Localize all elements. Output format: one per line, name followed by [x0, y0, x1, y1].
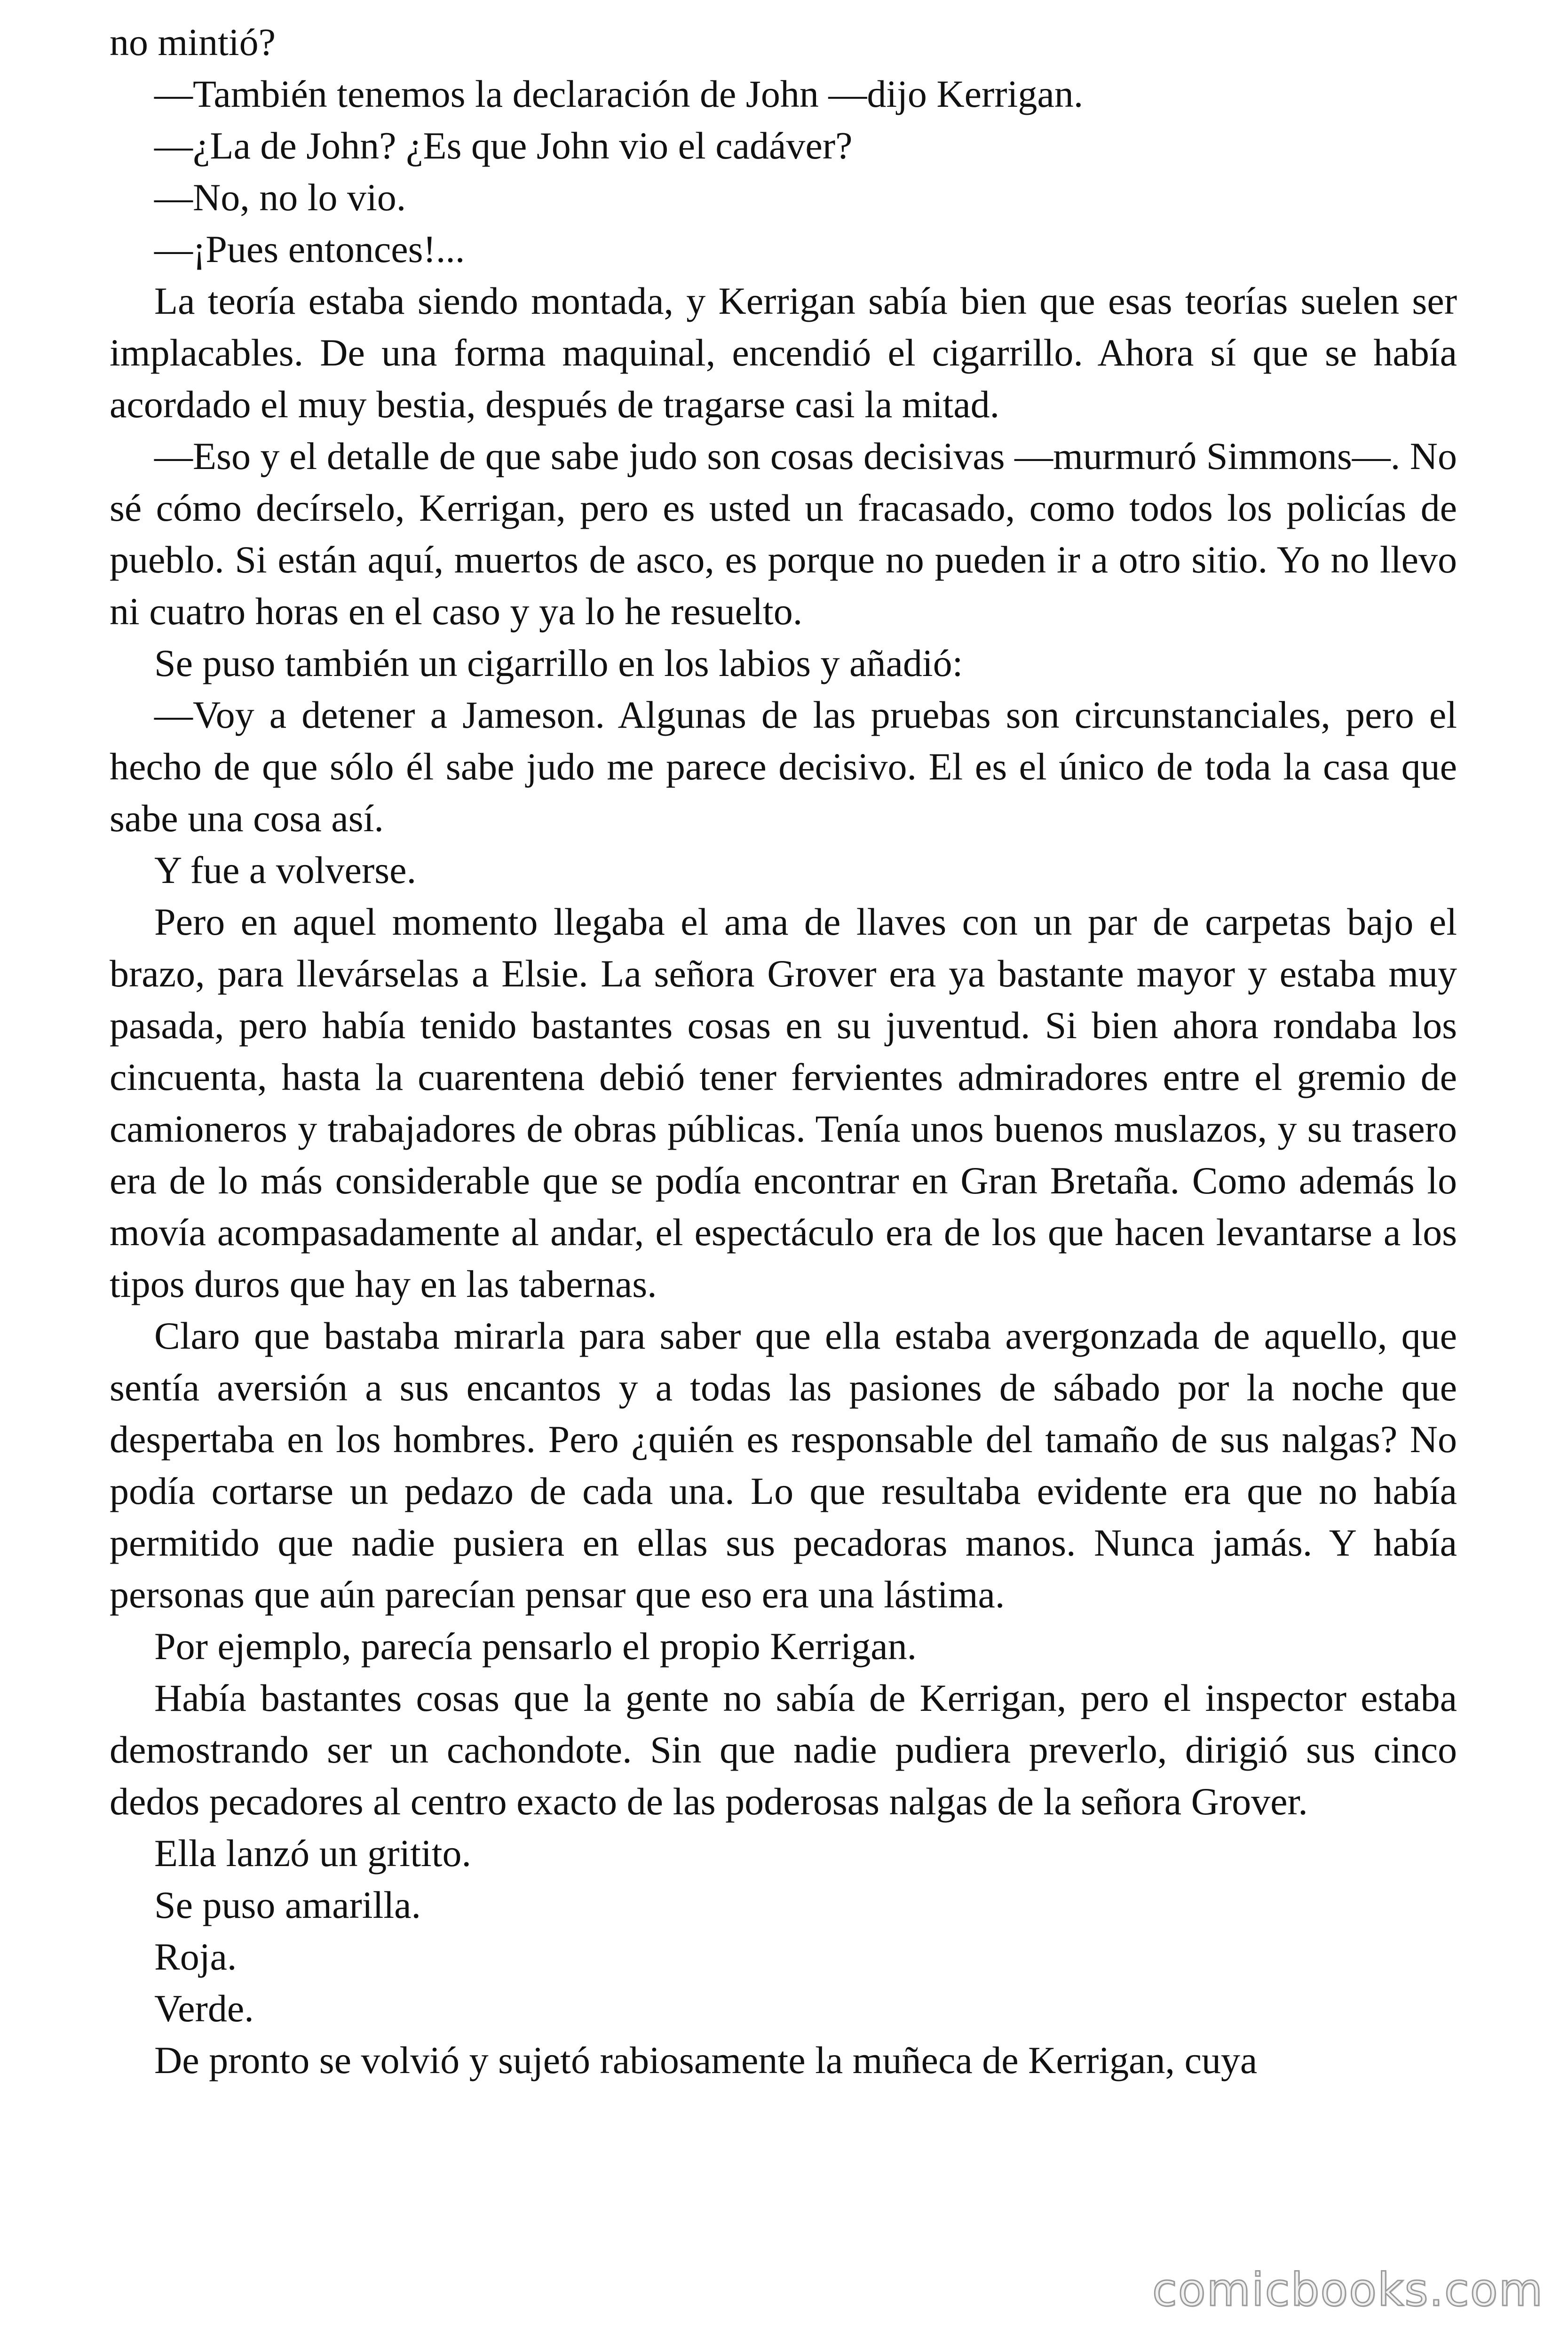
paragraph: no mintió? — [110, 21, 276, 64]
page-body — [110, 16, 1457, 2086]
paragraph: Se puso amarilla. — [154, 1883, 421, 1926]
paragraph: —Eso y el detalle de que sabe judo son cosas decisivas —murmuró Simmons—. No sé cómo decírselo, Kerrigan, pero es usted un fracasado, como todos los policías de pueblo. Si están aquí, muertos de asco, es porque no pueden ir a otro sitio. Yo no llevo ni cuatro horas en el caso y ya lo he resuelto. — [110, 435, 1457, 633]
paragraph: Verde. — [154, 1987, 254, 2030]
paragraph: —No, no lo vio. — [154, 176, 406, 219]
paragraph: Había bastantes cosas que la gente no sabía de Kerrigan, pero el inspector estaba demostrando ser un cachondote. Sin que nadie pudiera preverlo, dirigió sus cinco dedos pecadores al centro exacto de las poderosas nalgas de la señora Grover. — [110, 1677, 1457, 1823]
paragraph: Y fue a volverse. — [154, 849, 417, 891]
paragraph: Claro que bastaba mirarla para saber que ella estaba avergonzada de aquello, que sentía aversión a sus encantos y a todas las pasiones de sábado por la noche que despertaba en los hombres. Pero ¿quién es responsable del tamaño de sus nalgas? No podía cortarse un pedazo de cada una. Lo que resultaba evidente era que no había permitido que nadie pusiera en ellas sus pecadoras manos. Nunca jamás. Y había personas que aún parecían pensar que eso era una lástima. — [110, 1314, 1457, 1616]
paragraph: De pronto se volvió y sujetó rabiosamente la muñeca de Kerrigan, cuya — [154, 2039, 1258, 2082]
paragraph: —¡Pues entonces!... — [154, 228, 465, 270]
paragraph: Se puso también un cigarrillo en los labios y añadió: — [154, 642, 963, 684]
paragraph: Por ejemplo, parecía pensarlo el propio Kerrigan. — [154, 1625, 917, 1668]
watermark-logo: comicbooks.com — [1152, 2264, 1544, 2316]
paragraph: Ella lanzó un gritito. — [154, 1832, 472, 1875]
paragraph: Pero en aquel momento llegaba el ama de llaves con un par de carpetas bajo el brazo, para llevárselas a Elsie. La señora Grover era ya bastante mayor y estaba muy pasada, pero había tenido bastantes cosas en su juventud. Si bien ahora rondaba los cincuenta, hasta la cuarentena debió tener fervientes admiradores entre el gremio de camioneros y trabajadores de obras públicas. Tenía unos buenos muslazos, y su trasero era de lo más considerable que se podía encontrar en Gran Bretaña. Como además lo movía acompasadamente al andar, el espectáculo era de los que hacen levantarse a los tipos duros que hay en las tabernas. — [110, 900, 1457, 1305]
paragraph: —También tenemos la declaración de John —dijo Kerrigan. — [154, 72, 1084, 115]
paragraph: La teoría estaba siendo montada, y Kerrigan sabía bien que esas teorías suelen ser implacables. De una forma maquinal, encendió el cigarrillo. Ahora sí que se había acordado el muy bestia, después de tragarse casi la mitad. — [110, 279, 1457, 426]
paragraph: —¿La de John? ¿Es que John vio el cadáver? — [154, 124, 853, 167]
paragraph: —Voy a detener a Jameson. Algunas de las pruebas son circunstanciales, pero el hecho de que sólo él sabe judo me parece decisivo. El es el único de toda la casa que sabe una cosa así. — [110, 693, 1457, 840]
paragraph: Roja. — [154, 1935, 237, 1978]
